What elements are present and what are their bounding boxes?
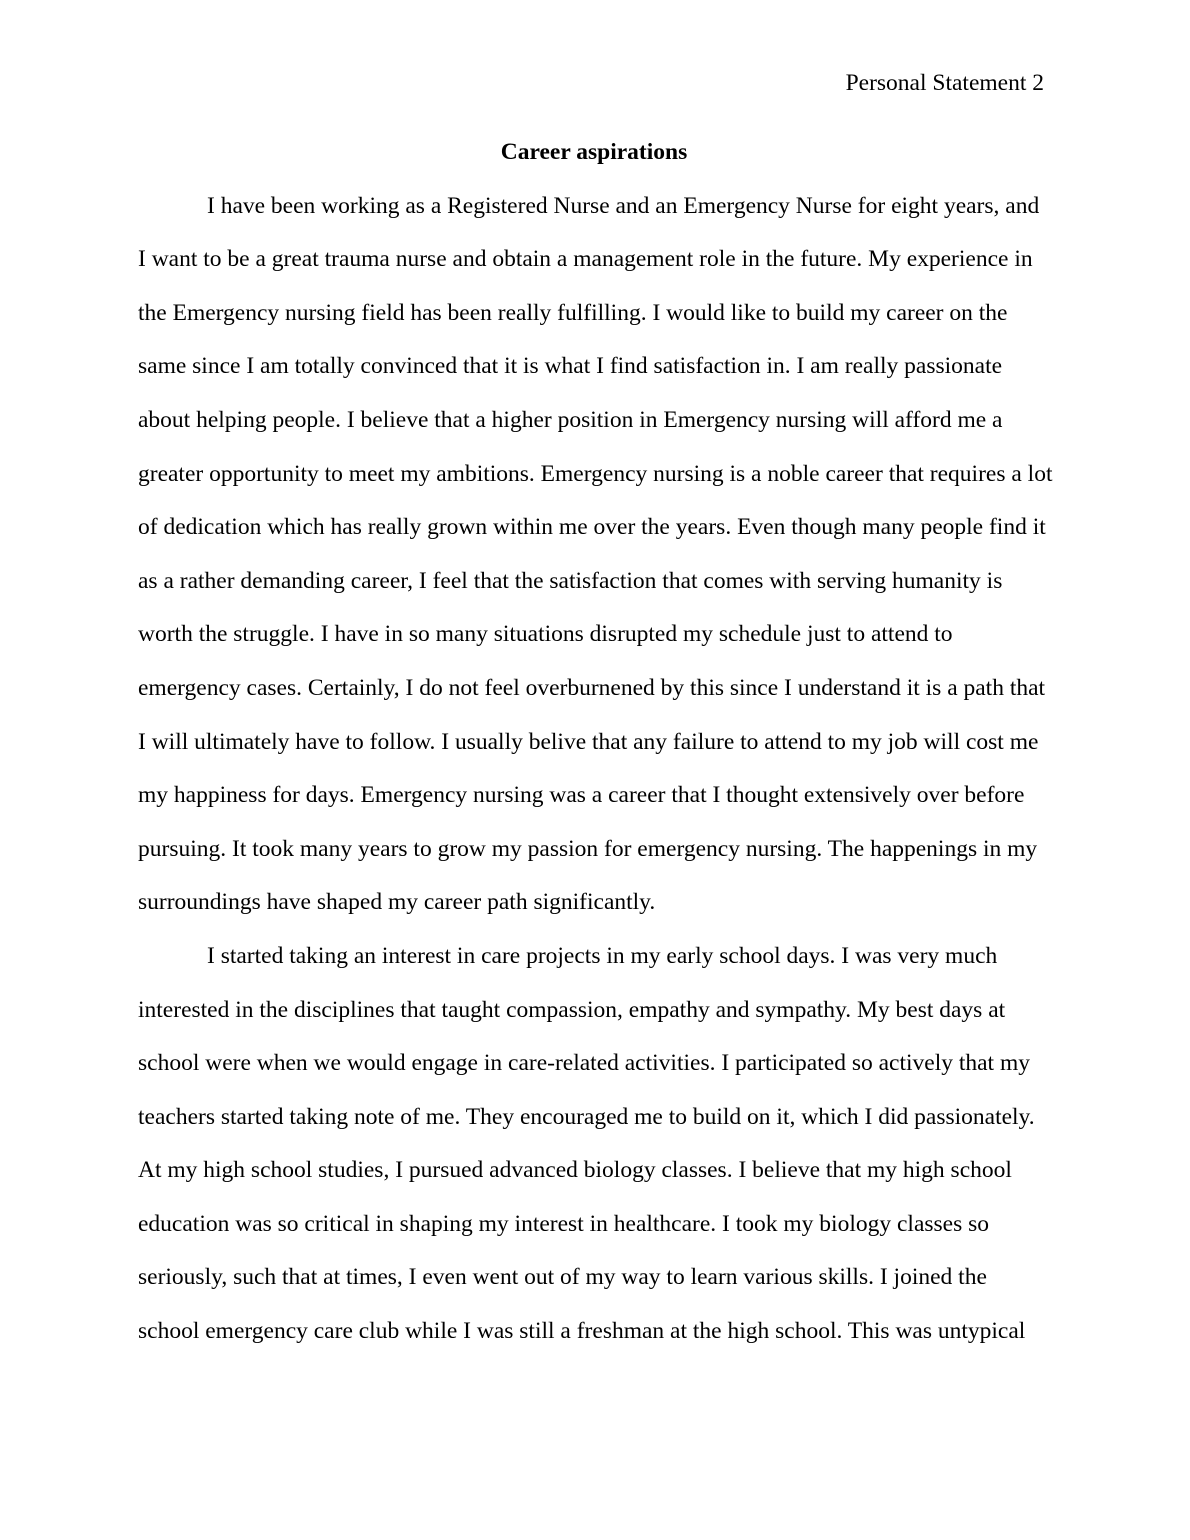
- text-line: same since I am totally convinced that it is what I find satisfaction in. I am really passionate: [138, 353, 1003, 380]
- text-line: education was so critical in shaping my interest in healthcare. I took my biology classes so: [138, 1210, 990, 1237]
- text-line: I want to be a great trauma nurse and obtain a management role in the future. My experience in: [138, 246, 1033, 273]
- text-line: interested in the disciplines that taught compassion, empathy and sympathy. My best days at: [138, 996, 1006, 1023]
- text-line: I started taking an interest in care projects in my early school days. I was very much: [207, 942, 998, 969]
- text-line: of dedication which has really grown within me over the years. Even though many people find it: [138, 514, 1046, 541]
- text-line: emergency cases. Certainly, I do not feel overburnened by this since I understand it is a path that: [138, 674, 1046, 701]
- text-line: seriously, such that at times, I even went out of my way to learn various skills. I joined the: [138, 1264, 987, 1291]
- text-line: school emergency care club while I was still a freshman at the high school. This was untypical: [138, 1318, 1026, 1345]
- text-line: teachers started taking note of me. They encouraged me to build on it, which I did passionately.: [138, 1103, 1035, 1130]
- text-line: I have been working as a Registered Nurse and an Emergency Nurse for eight years, and: [207, 192, 1040, 219]
- text-line: as a rather demanding career, I feel that the satisfaction that comes with serving humanity is: [138, 567, 1003, 594]
- text-line: greater opportunity to meet my ambitions. Emergency nursing is a noble career that requires a lot: [138, 460, 1053, 487]
- paragraph-1: [138, 180, 1053, 930]
- text-line: the Emergency nursing field has been really fulfilling. I would like to build my career on the: [138, 299, 1008, 326]
- text-line: worth the struggle. I have in so many situations disrupted my schedule just to attend to: [138, 621, 953, 648]
- text-line: my happiness for days. Emergency nursing was a career that I thought extensively over before: [138, 782, 1025, 809]
- text-line: pursuing. It took many years to grow my passion for emergency nursing. The happenings in my: [138, 835, 1038, 862]
- text-line: surroundings have shaped my career path significantly.: [138, 889, 656, 916]
- text-line: school were when we would engage in care-related activities. I participated so actively that my: [138, 1050, 1030, 1077]
- document-body: [138, 126, 1053, 1359]
- document-title: Career aspirations: [500, 139, 688, 165]
- text-line: about helping people. I believe that a higher position in Emergency nursing will afford me a: [138, 406, 1003, 433]
- page-number-header: Personal Statement 2: [845, 70, 1044, 96]
- text-line: I will ultimately have to follow. I usually belive that any failure to attend to my job will cost me: [138, 728, 1039, 755]
- text-line: At my high school studies, I pursued advanced biology classes. I believe that my high school: [138, 1157, 1012, 1184]
- paragraph-2: [138, 930, 1050, 1359]
